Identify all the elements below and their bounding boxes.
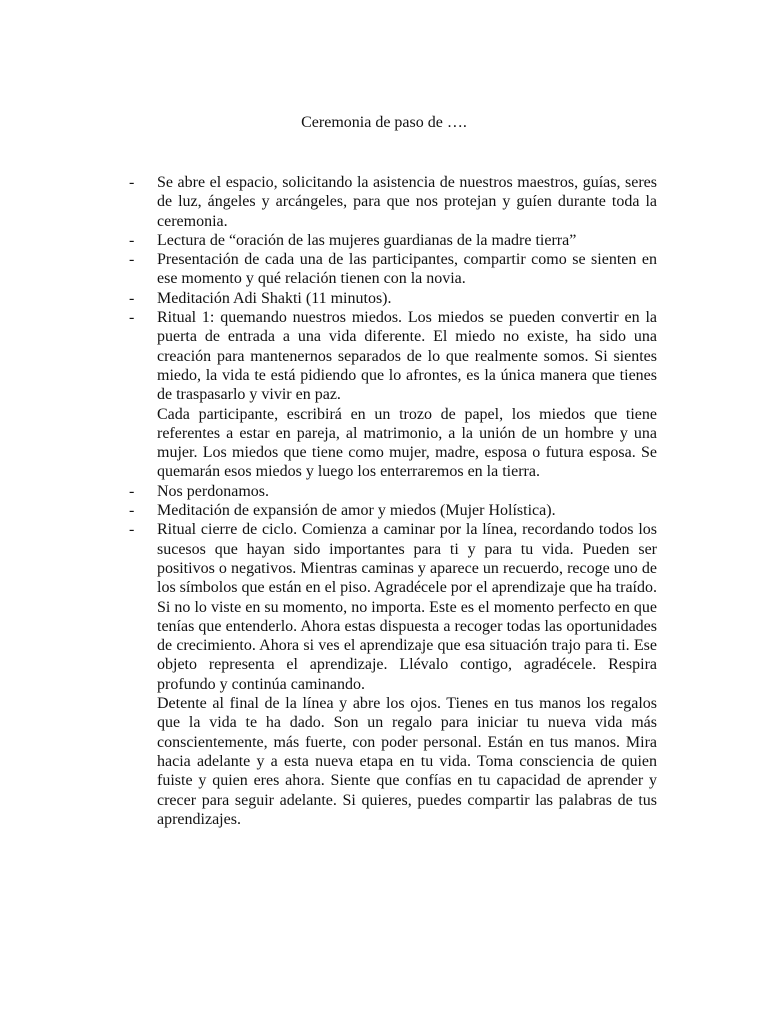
bullet-dash: - (129, 482, 135, 500)
bullet-dash: - (129, 251, 135, 269)
list-item (129, 520, 657, 829)
list-item (129, 482, 657, 501)
step-paragraph: Ritual 1: quemando nuestros miedos. Los miedos se pueden convertir en la puerta de entrada a una vida diferente. El miedo no existe, ha sido una creación para mantenernos separados de lo que realmente somos. Si sientes miedo, la vida te está pidiendo que lo afrontes, es la única manera que tienes de traspasarlo y vivir en paz. (157, 309, 657, 404)
list-item (129, 231, 657, 250)
step-paragraph: Nos perdonamos. (157, 482, 269, 500)
step-paragraph: Presentación de cada una de las participantes, compartir como se sienten en ese momento y qué relación tienen con la novia. (157, 251, 657, 288)
step-paragraph: Lectura de “oración de las mujeres guardianas de la madre tierra” (157, 231, 577, 249)
ceremony-steps-list (129, 173, 657, 829)
bullet-dash: - (129, 502, 135, 520)
list-item (129, 308, 657, 482)
list-item (129, 250, 657, 289)
step-paragraph: Ritual cierre de ciclo. Comienza a caminar por la línea, recordando todos los sucesos que hayan sido importantes para ti y para tu vida. Pueden ser positivos o negativos. Mientras caminas y aparece un recuerdo, recoge uno de los símbolos que están en el piso. Agradécele por el aprendizaje que ha traído. Si no lo viste en su momento, no importa. Este es el momento perfecto en que tenías que entenderlo. Ahora estas dispuesta a recoger todas las oportunidades de crecimiento. Ahora si ves el aprendizaje que esa situación trajo para ti. Ese objeto representa el aprendizaje. Llévalo contigo, agradécele. Respira profundo y continúa caminando. (157, 521, 657, 693)
bullet-dash: - (129, 521, 135, 539)
step-paragraph: Cada participante, escribirá en un trozo de papel, los miedos que tiene referentes a estar en pareja, al matrimonio, a la unión de un hombre y una mujer. Los miedos que tiene como mujer, madre, esposa o futura esposa. Se quemarán esos miedos y luego los enterraremos en la tierra. (157, 405, 657, 481)
bullet-dash: - (129, 309, 135, 327)
list-item (129, 289, 657, 308)
list-item (129, 501, 657, 520)
bullet-dash: - (129, 231, 135, 249)
bullet-dash: - (129, 174, 135, 191)
step-paragraph: Meditación Adi Shakti (11 minutos). (157, 289, 392, 307)
bullet-dash: - (129, 289, 135, 307)
document-title: Ceremonia de paso de …. (301, 114, 467, 131)
list-item (129, 173, 657, 231)
step-paragraph: Se abre el espacio, solicitando la asistencia de nuestros maestros, guías, seres de luz, ángeles y arcángeles, para que nos protejan y guíen durante toda la ceremonia. (157, 174, 657, 230)
step-paragraph: Meditación de expansión de amor y miedos (Mujer Holística). (157, 502, 556, 520)
step-paragraph: Detente al final de la línea y abre los ojos. Tienes en tus manos los regalos que la vida te ha dado. Son un regalo para iniciar tu nueva vida más conscientemente, más fuerte, con poder personal. Están en tus manos. Mira hacia adelante y a esta nueva etapa en tu vida. Toma consciencia de quien fuiste y quien eres ahora. Siente que confías en tu capacidad de aprender y crecer para seguir adelante. Si quieres, puedes compartir las palabras de tus aprendizajes. (157, 695, 657, 828)
